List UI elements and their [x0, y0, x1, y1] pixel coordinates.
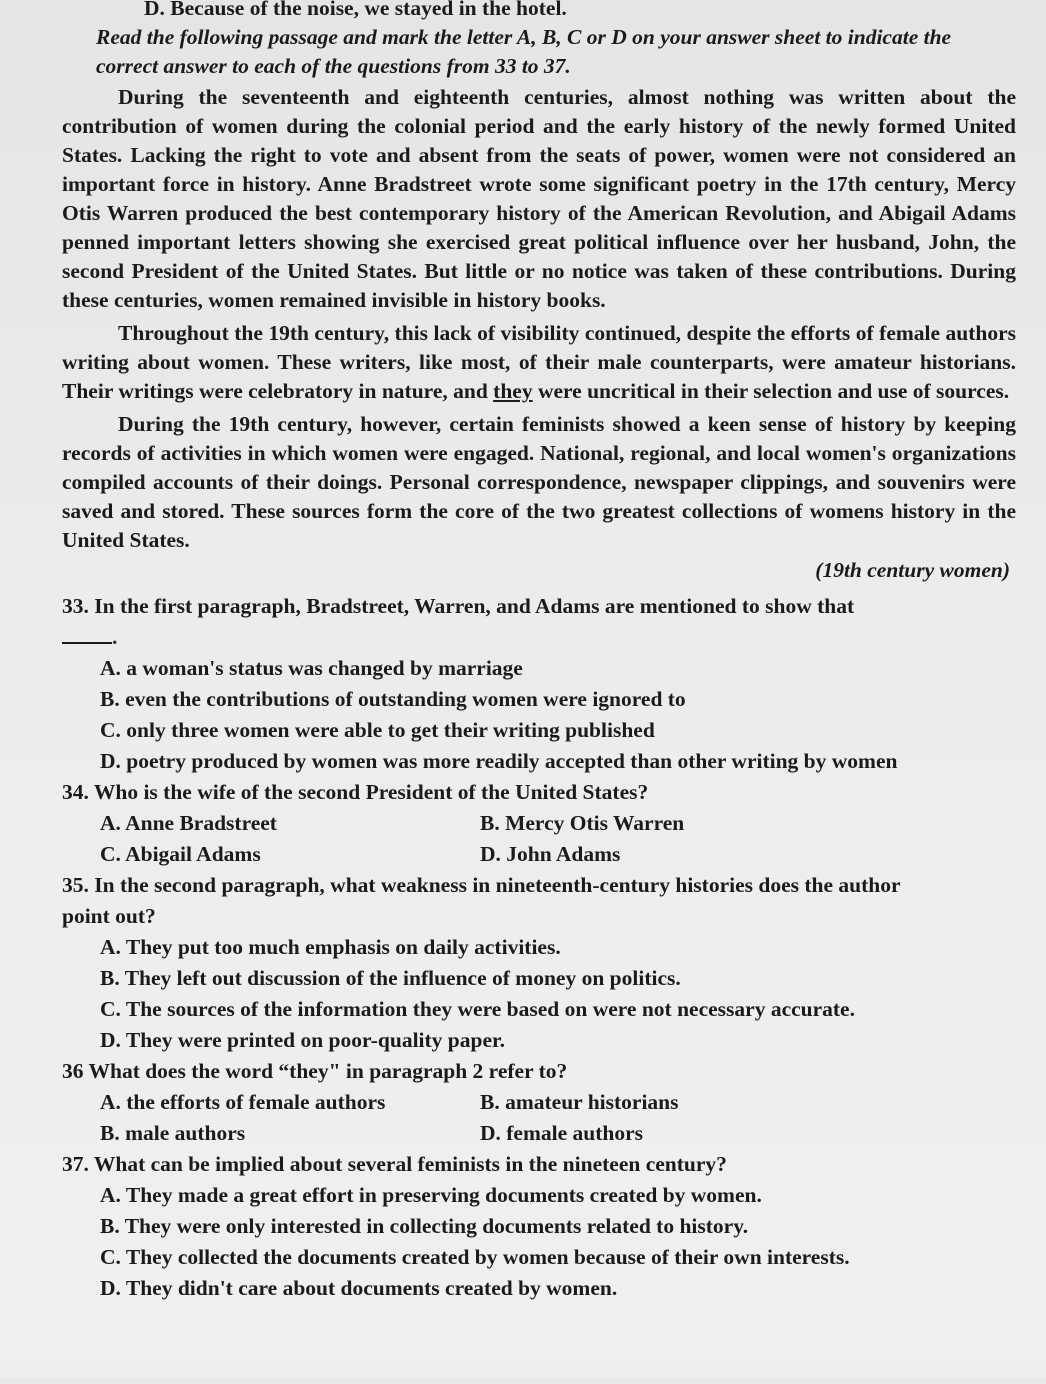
answer-blank: .	[62, 622, 1016, 653]
q34-option-a: A. Anne Bradstreet	[100, 811, 277, 835]
q36-stem-a: 36 What does the word “	[62, 1059, 290, 1083]
question-34	[62, 777, 1016, 870]
q34-option-d: D. John Adams	[480, 842, 621, 866]
question-37	[62, 1149, 1016, 1304]
q36-option-a: A. the efforts of female authors	[100, 1090, 386, 1114]
question-35-stem-line-2: point out?	[62, 904, 156, 928]
q35-option-c: C. The sources of the information they were based on were not necessary accurate.	[100, 997, 855, 1021]
q36-stem-word: they	[289, 1059, 329, 1083]
paragraph-2-text-b: were uncritical in their selection and use of sources.	[532, 379, 1010, 403]
q36-option-b: B. amateur historians	[480, 1090, 679, 1114]
q35-option-a: A. They put too much emphasis on daily activities.	[100, 935, 561, 959]
question-33	[62, 591, 1016, 777]
question-36	[62, 1056, 1016, 1149]
q35-option-b: B. They left out discussion of the influence of money on politics.	[100, 966, 681, 990]
passage-source: (19th century women)	[815, 558, 1010, 582]
question-33-stem: 33. In the first paragraph, Bradstreet, Warren, and Adams are mentioned to show that	[62, 594, 855, 618]
q33-option-a: A. a woman's status was changed by marriage	[100, 656, 523, 680]
q36-options	[62, 1087, 1016, 1149]
q37-option-c: C. They collected the documents created by women because of their own interests.	[100, 1245, 850, 1269]
q33-option-b: B. even the contributions of outstanding women were ignored to	[100, 687, 686, 711]
instruction: Read the following passage and mark the letter A, B, C or D on your answer sheet to indicate the correct answer to each of the questions from 33 to 37.	[96, 25, 952, 78]
q37-option-d: D. They didn't care about documents created by women.	[100, 1276, 618, 1300]
q37-option-b: B. They were only interested in collecting documents related to history.	[100, 1214, 749, 1238]
q36-option-c: B. male authors	[100, 1121, 246, 1145]
q34-options	[62, 808, 1016, 870]
q33-option-d: D. poetry produced by women was more readily accepted than other writing by women	[100, 749, 898, 773]
passage-paragraph-2	[62, 319, 1016, 406]
question-35	[62, 870, 1016, 1056]
question-34-stem: 34. Who is the wife of the second President of the United States?	[62, 780, 649, 804]
q33-option-c: C. only three women were able to get their writing published	[100, 718, 655, 742]
question-36-stem	[62, 1056, 1016, 1087]
question-35-stem-line-1: 35. In the second paragraph, what weakness in nineteenth-century histories does the author	[62, 873, 901, 897]
underlined-word-they: they	[493, 379, 533, 403]
previous-question-option: D. Because of the noise, we stayed in the hotel.	[144, 0, 567, 20]
reading-passage	[62, 83, 1016, 585]
q36-option-d: D. female authors	[480, 1121, 644, 1145]
q34-option-b: B. Mercy Otis Warren	[480, 811, 685, 835]
passage-paragraph-1: During the seventeenth and eighteenth centuries, almost nothing was written about the contribution of women during the colonial period and the early history of the newly formed United States. Lacking the right to vote and absent from the seats of power, women were not considered an important force in history. Anne Bradstreet wrote some significant poetry in the 17th century, Mercy Otis Warren produced the best contemporary history of the American Revolution, and Abigail Adams penned important letters showing she exercised great political influence over her husband, John, the second President of the United States. But little or no notice was taken of these contributions. During these centuries, women remained invisible in history books.	[62, 85, 1016, 312]
paragraph-2-text-a: Throughout the 19th century, this lack of visibility continued, despite the efforts of female authors writing about women. These writers, like most, of their male counterparts, were amateur historians. Their writings were celebratory in nature, and	[62, 321, 1016, 403]
question-37-stem: 37. What can be implied about several feminists in the nineteen century?	[62, 1152, 727, 1176]
passage-paragraph-3: During the 19th century, however, certain feminists showed a keen sense of history by keeping records of activities in which women were engaged. National, regional, and local women's organizations compiled accounts of their doings. Personal correspondence, newspaper clippings, and souvenirs were saved and stored. These sources form the core of the two greatest collections of womens history in the United States.	[62, 412, 1016, 552]
q36-stem-b: " in paragraph 2 refer to?	[328, 1059, 568, 1083]
q37-option-a: A. They made a great effort in preserving documents created by women.	[100, 1183, 762, 1207]
q34-option-c: C. Abigail Adams	[100, 842, 261, 866]
q35-option-d: D. They were printed on poor-quality paper.	[100, 1028, 505, 1052]
page-bottom-shadow	[0, 1338, 1046, 1378]
